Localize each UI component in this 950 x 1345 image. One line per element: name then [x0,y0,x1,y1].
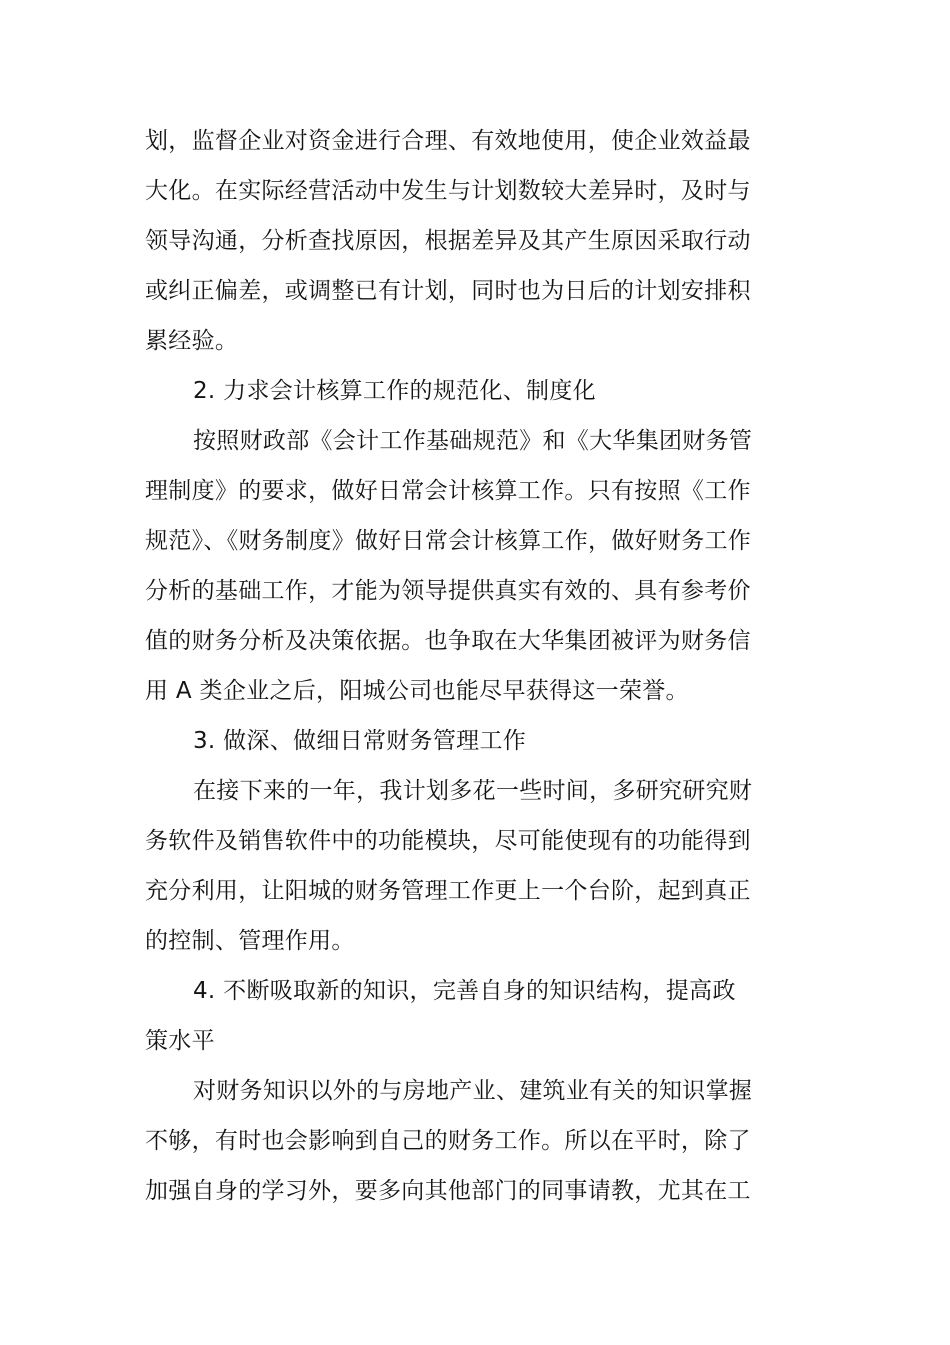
text-line-11: 值的财务分析及决策依据。也争取在大华集团被评为财务信 [145,628,751,654]
text-line-3: 领导沟通，分析查找原因，根据差异及其产生原因采取行动 [145,228,751,254]
text-line-10: 分析的基础工作，才能为领导提供真实有效的、具有参考价 [145,578,751,604]
section-heading-2: 2. 力求会计核算工作的规范化、制度化 [193,378,596,404]
section-heading-4: 4. 不断吸取新的知识，完善自身的知识结构，提高政 [193,978,736,1004]
text-line-21: 不够，有时也会影响到自己的财务工作。所以在平时，除了 [145,1128,751,1154]
text-line-17: 的控制、管理作用。 [145,928,355,954]
text-line-4: 或纠正偏差，或调整已有计划，同时也为日后的计划安排积 [145,278,751,304]
text-line-8: 理制度》的要求，做好日常会计核算工作。只有按照《工作 [145,478,751,504]
text-line-1: 划，监督企业对资金进行合理、有效地使用，使企业效益最 [145,128,751,154]
text-line-16: 充分利用，让阳城的财务管理工作更上一个台阶，起到真正 [145,878,751,904]
text-line-2: 大化。在实际经营活动中发生与计划数较大差异时，及时与 [145,178,751,204]
text-line-20: 对财务知识以外的与房地产业、建筑业有关的知识掌握 [193,1078,753,1104]
text-line-5: 累经验。 [145,328,239,354]
text-line-22: 加强自身的学习外，要多向其他部门的同事请教，尤其在工 [145,1178,751,1204]
text-line-15: 务软件及销售软件中的功能模块，尽可能使现有的功能得到 [145,828,751,854]
text-line-14: 在接下来的一年，我计划多花一些时间，多研究研究财 [193,778,753,804]
text-line-7: 按照财政部《会计工作基础规范》和《大华集团财务管 [193,428,753,454]
text-line-9: 规范》、《财务制度》做好日常会计核算工作，做好财务工作 [145,528,752,554]
text-line-12: 用 A 类企业之后，阳城公司也能尽早获得这一荣誉。 [145,678,689,704]
section-heading-3: 3. 做深、做细日常财务管理工作 [193,728,527,754]
text-line-19: 策水平 [145,1028,215,1054]
